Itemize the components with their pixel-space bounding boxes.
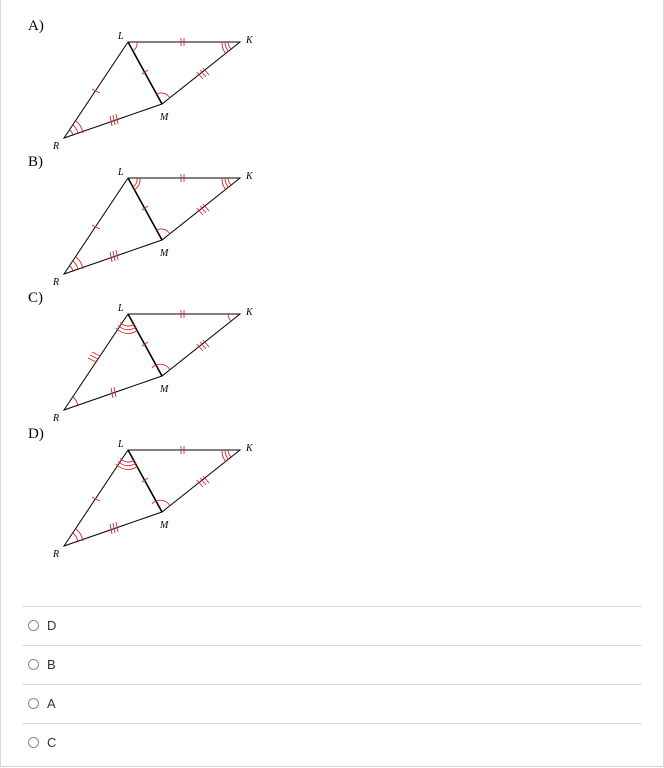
radio-button[interactable] — [28, 698, 39, 709]
figure-d — [0, 424, 300, 560]
vertex-label-l: L — [118, 31, 124, 42]
figure-b — [0, 152, 300, 288]
congruence-marks — [70, 174, 231, 272]
figure-a — [0, 16, 300, 152]
figure-letter: A) — [28, 18, 44, 34]
figure-letter: C) — [28, 290, 43, 306]
radio-button[interactable] — [28, 659, 39, 670]
vertex-label-r: R — [53, 413, 60, 424]
vertex-label-k: K — [246, 171, 253, 182]
diagram-lines — [64, 314, 240, 410]
vertex-label-m: M — [160, 520, 169, 531]
vertex-label-k: K — [246, 35, 253, 46]
vertex-label-l: L — [118, 167, 124, 178]
vertex-label-m: M — [160, 112, 169, 123]
radio-button[interactable] — [28, 620, 39, 631]
diagram-lines — [64, 178, 240, 274]
quadrilateral-diagram — [0, 152, 300, 288]
vertex-label-k: K — [246, 307, 253, 318]
choice-label: C — [47, 735, 57, 750]
figure-letter: D) — [28, 426, 44, 442]
vertex-label-l: L — [118, 439, 124, 450]
figure-letter: B) — [28, 154, 43, 170]
figure-c — [0, 288, 300, 424]
vertex-label-l: L — [118, 303, 124, 314]
choice-option[interactable] — [22, 723, 642, 762]
congruence-marks — [70, 38, 231, 136]
answer-choices — [22, 606, 642, 762]
vertex-label-r: R — [53, 549, 60, 560]
choice-label: B — [47, 657, 56, 672]
vertex-label-r: R — [53, 277, 60, 288]
quadrilateral-diagram — [0, 16, 300, 152]
vertex-label-k: K — [246, 443, 253, 454]
vertex-label-m: M — [160, 384, 169, 395]
choice-option[interactable] — [22, 684, 642, 723]
vertex-label-m: M — [160, 248, 169, 259]
choice-option[interactable] — [22, 606, 642, 645]
quadrilateral-diagram — [0, 288, 300, 424]
choice-label: D — [47, 618, 57, 633]
choice-option[interactable] — [22, 645, 642, 684]
diagram-lines — [64, 450, 240, 546]
quadrilateral-diagram — [0, 424, 300, 560]
choice-label: A — [47, 696, 56, 711]
radio-button[interactable] — [28, 737, 39, 748]
vertex-label-r: R — [53, 141, 60, 152]
diagram-lines — [64, 42, 240, 138]
